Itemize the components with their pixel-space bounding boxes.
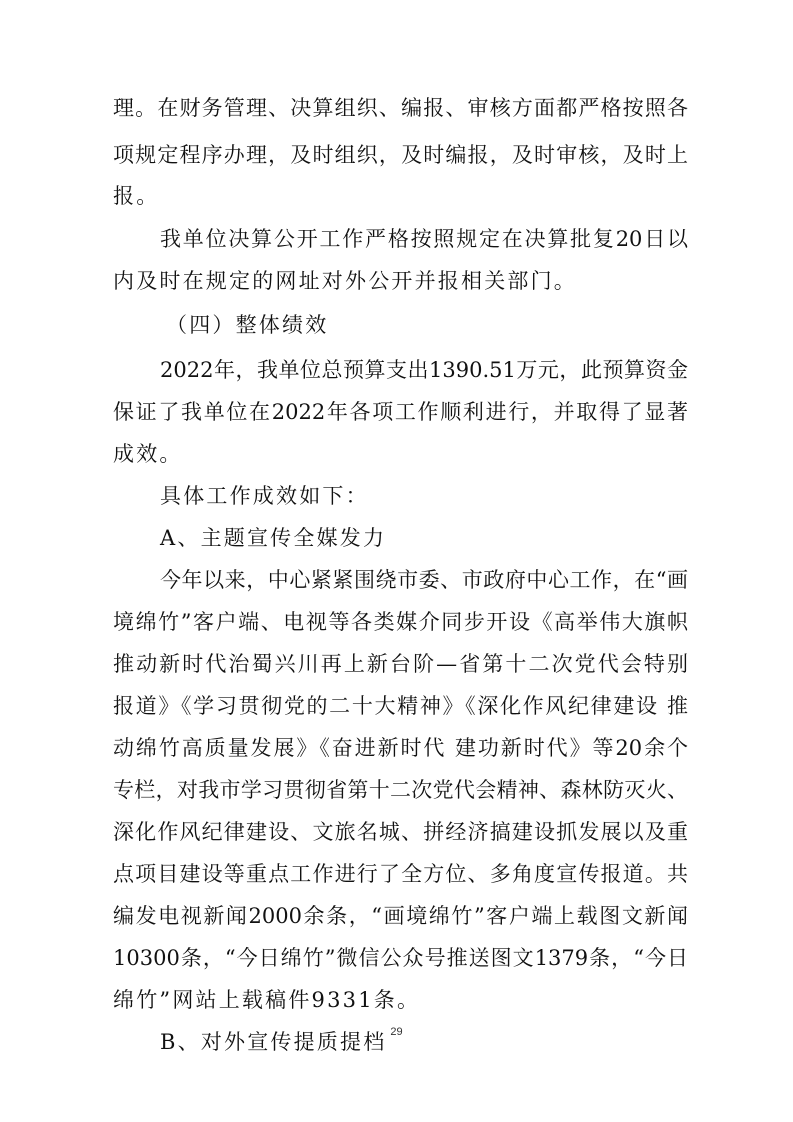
subsection-heading: B、对外宣传提质提档 [160, 1030, 387, 1054]
paragraph-line: 推动新时代治蜀兴川再上新台阶—省第十二次党代会特别 [113, 652, 688, 676]
paragraph-line: 动绵竹高质量发展》《奋进新时代 建功新时代》等20余个 [113, 736, 688, 760]
paragraph-line: 2022年，我单位总预算支出1390.51万元，此预算资金 [160, 358, 688, 382]
paragraph-line: 10300条，“今日绵竹”微信公众号推送图文1379条，“今日 [113, 946, 688, 970]
paragraph-line: 具体工作成效如下： [160, 484, 369, 508]
paragraph-line: 理。在财务管理、决算组织、编报、审核方面都严格按照各 [113, 96, 688, 120]
paragraph-line: 成效。 [113, 442, 183, 466]
paragraph-line: 绵竹”网站上载稿件9331条。 [113, 988, 421, 1012]
paragraph-line: 项规定程序办理，及时组织，及时编报，及时审核，及时上 [113, 143, 688, 167]
paragraph-line: 专栏，对我市学习贯彻省第十二次党代会精神、森林防灭火、 [113, 778, 688, 802]
page-number: 29 [390, 1026, 403, 1038]
subsection-heading: A、主题宣传全媒发力 [160, 526, 387, 550]
paragraph-line: 报道》《学习贯彻党的二十大精神》《深化作风纪律建设 推 [113, 694, 688, 718]
paragraph-line: 编发电视新闻2000余条，“画境绵竹”客户端上载图文新闻 [113, 904, 688, 928]
paragraph-line: 我单位决算公开工作严格按照规定在决算批复20日以 [160, 227, 688, 251]
section-heading: （四）整体绩效 [166, 313, 329, 337]
paragraph-line: 内及时在规定的网址对外公开并报相关部门。 [113, 269, 577, 293]
paragraph-line: 境绵竹”客户端、电视等各类媒介同步开设《高举伟大旗帜 [113, 610, 688, 634]
paragraph-line: 深化作风纪律建设、文旅名城、拼经济搞建设抓发展以及重 [113, 820, 688, 844]
paragraph-line: 点项目建设等重点工作进行了全方位、多角度宣传报道。共 [113, 862, 688, 886]
paragraph-line: 保证了我单位在2022年各项工作顺利进行，并取得了显著 [113, 400, 688, 424]
paragraph-line: 报。 [113, 184, 160, 208]
paragraph-line: 今年以来，中心紧紧围绕市委、市政府中心工作，在“画 [160, 568, 688, 592]
